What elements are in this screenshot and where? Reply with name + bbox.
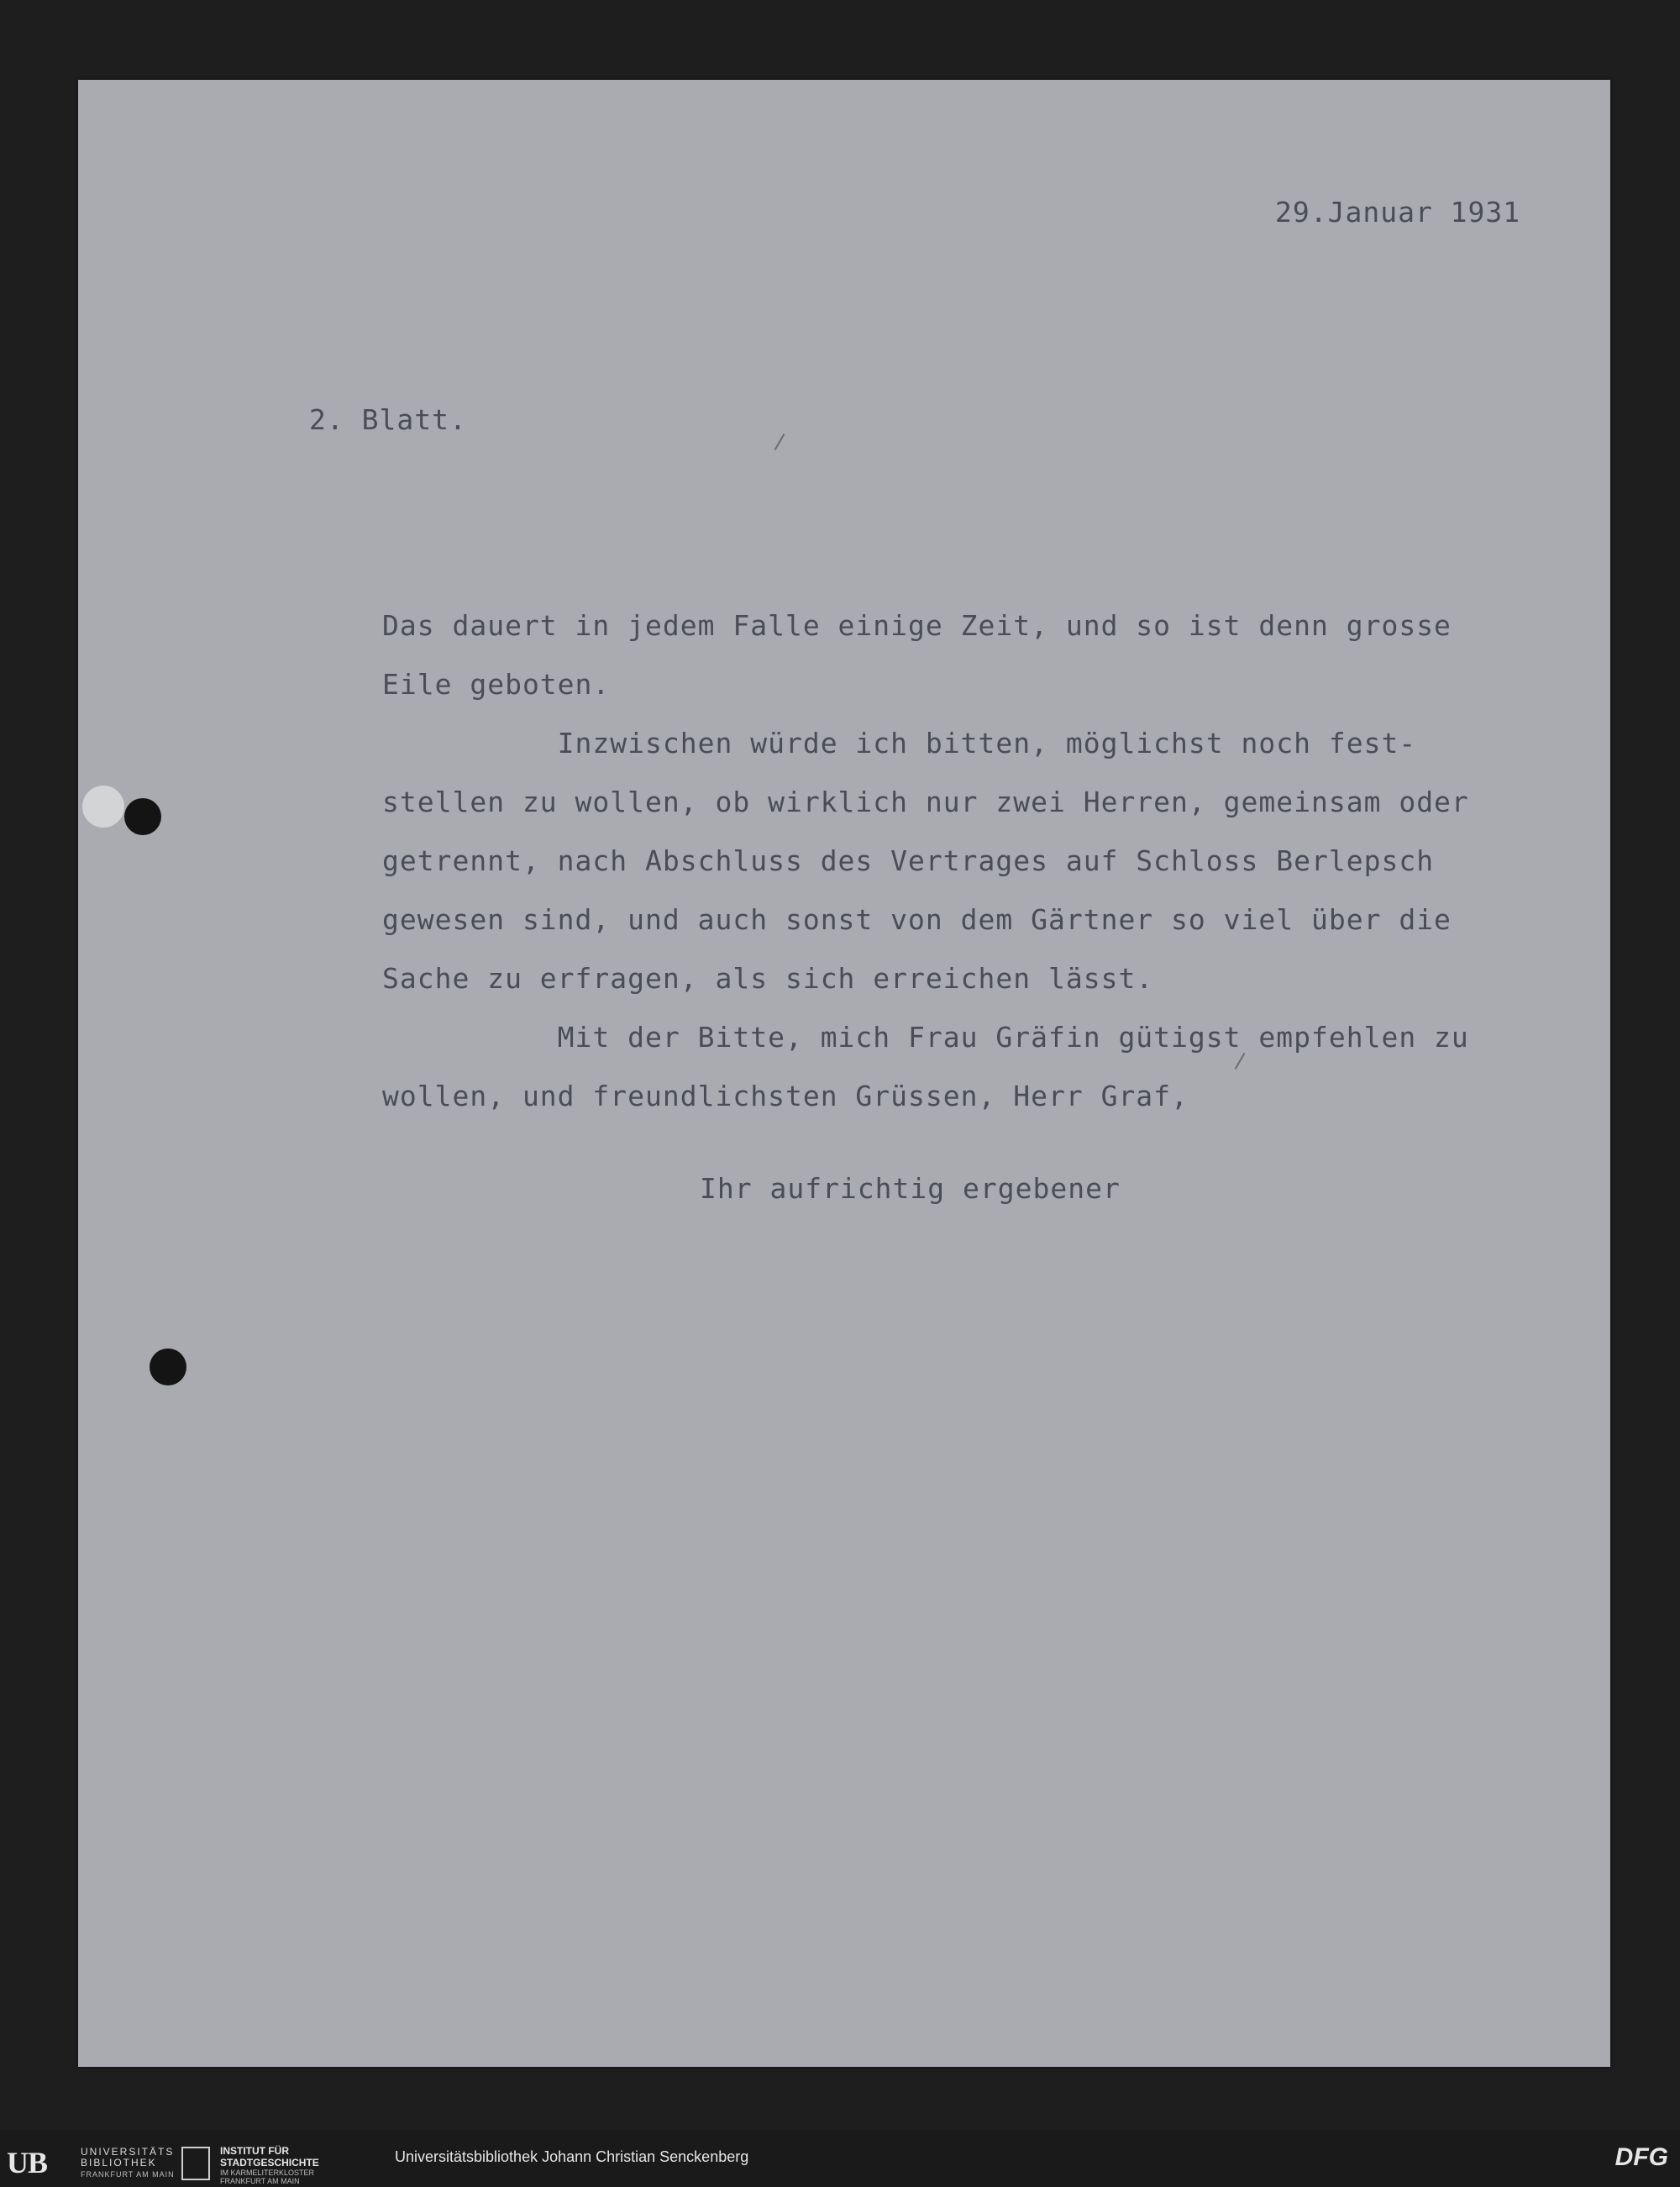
pencil-mark: [1235, 1053, 1246, 1070]
body-line: getrennt, nach Abschluss des Vertrages auf Schloss Berlepsch: [382, 844, 1435, 877]
footer-title: Universitätsbibliothek Johann Christian Senckenberg: [395, 2148, 749, 2165]
body-line: Sache zu erfragen, als sich erreichen lässt.: [382, 962, 1154, 995]
ub-name-line: BIBLIOTHEK: [81, 2157, 157, 2169]
letter-date: 29.Januar 1931: [1275, 196, 1521, 229]
body-line: gewesen sind, und auch sonst von dem Gärtner so viel über die: [382, 903, 1452, 936]
ub-location: FRANKFURT AM MAIN: [81, 2170, 175, 2179]
punch-hole-shadow: [82, 786, 124, 828]
body-line: Mit der Bitte, mich Frau Gräfin gütigst empfehlen zu: [382, 1021, 1469, 1054]
isg-name-line: STADTGESCHICHTE: [220, 2157, 319, 2169]
body-line: Das dauert in jedem Falle einige Zeit, und so ist denn grosse: [382, 609, 1452, 642]
page-marker: 2. Blatt.: [309, 403, 467, 436]
ub-name-line: UNIVERSITÄTS: [81, 2146, 175, 2158]
isg-name-line: INSTITUT FÜR: [220, 2145, 289, 2157]
punch-hole: [150, 1348, 186, 1385]
ub-name: [81, 2147, 174, 2169]
isg-subtitle: [220, 2169, 314, 2185]
letter-page: [78, 80, 1610, 2067]
punch-hole: [124, 798, 161, 835]
body-line: Inzwischen würde ich bitten, möglichst noch fest-: [382, 727, 1417, 760]
isg-name: [220, 2145, 319, 2169]
footer-bar: [0, 2130, 1680, 2187]
isg-sub-line: FRANKFURT AM MAIN: [220, 2177, 300, 2185]
pencil-mark: [774, 434, 785, 450]
dfg-logo: DFG: [1614, 2143, 1668, 2171]
ub-logo: UB: [7, 2146, 48, 2179]
body-line: stellen zu wollen, ob wirklich nur zwei Herren, gemeinsam oder: [382, 786, 1469, 818]
isg-sub-line: IM KARMELITERKLOSTER: [220, 2169, 315, 2177]
closing-line: Ihr aufrichtig ergebener: [700, 1172, 1121, 1205]
body-line: wollen, und freundlichsten Grüssen, Herr Graf,: [382, 1080, 1189, 1112]
isg-logo-icon: [181, 2147, 210, 2180]
body-line: Eile geboten.: [382, 668, 611, 701]
